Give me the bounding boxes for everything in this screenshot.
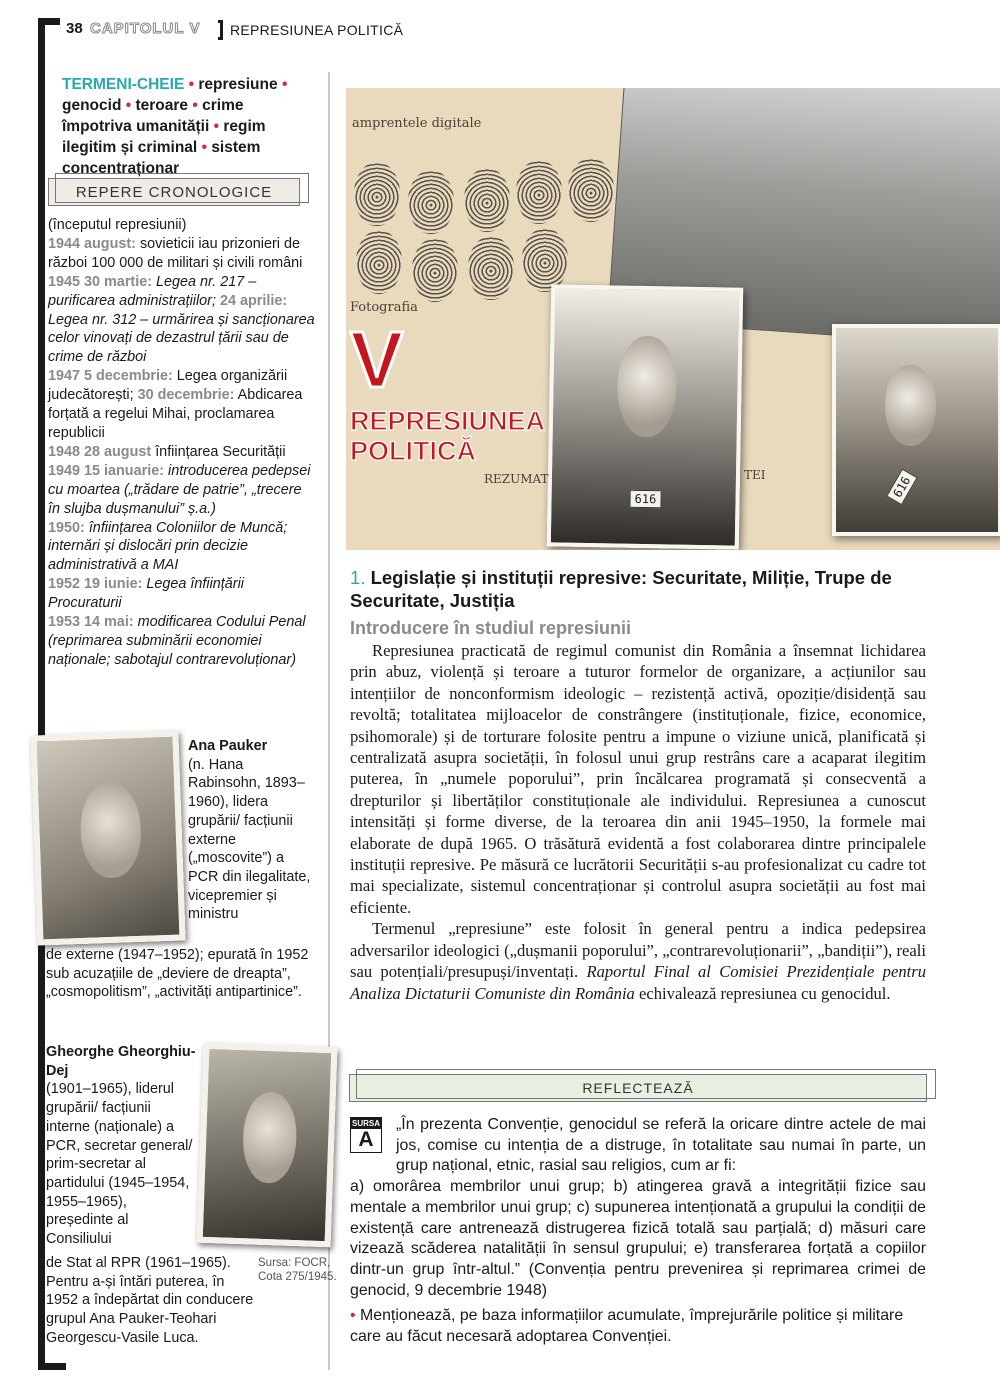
fingerprint	[516, 160, 562, 224]
bullet-icon: •	[350, 1307, 356, 1324]
mugshot-front	[547, 284, 744, 549]
chronology-entry: 1944 august: sovieticii iau prizonieri de război 100 000 de militari și civili români	[48, 235, 303, 271]
chronology-entry: 1947 5 decembrie: Legea organizării judecătorești; 30 decembrie: Abdicarea forțată a regelui Mihai, proclamarea republicii	[48, 368, 303, 441]
term: crime împotriva umanității	[62, 97, 244, 135]
left-border	[38, 40, 45, 1370]
chronology-intro: (începutul represiunii)	[48, 217, 187, 233]
repere-heading: REPERE CRONOLOGICE	[75, 184, 273, 201]
bio-text: (1901–1965), liderul grupării/ facțiunii interne (naționale) a PCR, secretar general/ prim-secretar al partidului (1945–1954, 1955–1965), președinte al Consiliului	[46, 1081, 193, 1248]
source-quote	[350, 1115, 926, 1301]
fingerprint	[464, 168, 510, 232]
section-body	[350, 640, 926, 1004]
term: genocid	[62, 97, 122, 114]
reflect-heading: REFLECTEAZĂ	[582, 1080, 694, 1096]
fingerprint	[412, 238, 458, 302]
header-title: REPRESIUNEA POLITICĂ	[230, 22, 404, 38]
chronology-entry: 1950: înființarea Coloniilor de Muncă; internări și dislocări prin decizie administrativă a MAI	[48, 519, 288, 574]
fingerprint	[468, 236, 514, 300]
chronology	[48, 216, 316, 670]
term: teroare	[135, 97, 189, 114]
key-terms-label: TERMENI-CHEIE	[62, 76, 185, 93]
chronology-entry: 1945 30 martie: Legea nr. 217 – purificarea administrațiilor; 24 aprilie: Legea nr. 312 – urmărirea și sancționarea celor vinovați de dezastrul țării sau de crime de război	[48, 273, 315, 366]
paragraph: Represiunea practicată de regimul comunist din România a însemnat lichidarea prin abuz, violență și teroare a tuturor formelor de organizare, a acțiunilor sau intențiilor de nonconformism ideologic – rezistență activă, opoziție/disidență sau revoltă; totalitatea mijloacelor de constrângere (instituționale, fizice, economice, psihomorale) și de torturare folosite pentru a impune o viziune unică, planificată și centralizată asupra societății, în folosul unui grup restrâns care a acaparat ilegitim puterea, în „numele poporului”, prin încălcarea programată și consecventă a drepturilor și libertăților constituționale ale individului. Represiunea a cunoscut intensități și forme diverse, de la teroarea din anii 1945–1950, la formele mai elaborate de după 1965. O trăsătură evidentă a fost colaborarea dintre principalele instituții represive. Pe măsură ce lucrătorii Securității s-au profesionalizat cu cadre tot mai specializate, sistemul concentraționar și controlul asupra societății au fost mai eficiente.	[350, 641, 926, 917]
doc-label: TEI	[744, 468, 766, 482]
doc-label: amprentele digitale	[352, 116, 482, 131]
bio-name: Gheorghe Gheorghiu-Dej	[46, 1044, 196, 1079]
reflect-heading-box	[349, 1074, 927, 1102]
bio-text: (n. Hana Rabinsohn, 1893–1960), lidera grupării/ facțiunii externe („moscovite”) a PCR din ilegalitate, vicepremier și ministru	[188, 756, 311, 923]
report-title: Raportul Final al Comisiei Prezidențiale pentru Analiza Dictaturii Comuniste din România	[350, 962, 927, 1003]
chapter-letter: V	[350, 315, 404, 404]
fingerprint	[408, 170, 454, 234]
section-title	[350, 566, 990, 612]
header-separator	[218, 20, 223, 40]
doc-label: Fotografia	[350, 300, 418, 315]
photo-source-caption: Sursa: FOCR, Cota 275/1945.	[258, 1257, 337, 1283]
fingerprint	[568, 158, 614, 222]
ana-pauker-bio-continued: de externe (1947–1952); epurată în 1952 sub acuzațiile de „deviere de dreapta”, „cosmopolitism”, „activități antipartinice”.	[46, 947, 309, 1001]
prisoner-tag: 616	[629, 490, 661, 509]
source-badge-label: SURSA	[351, 1119, 380, 1128]
chronology-entry: 1952 19 iunie: Legea înființării Procuraturii	[48, 576, 244, 612]
ana-pauker-bio	[188, 737, 318, 924]
source-badge-letter: A	[358, 1128, 374, 1151]
gheorghiu-dej-portrait	[197, 1043, 338, 1248]
mugshot-profile	[832, 324, 1000, 536]
page-header	[38, 14, 598, 48]
section-subtitle: Introducere în studiul represiunii	[350, 618, 632, 638]
task-text: Menționează, pe baza informațiilor acumulate, împrejurările politice și militare care au făcut necesară adoptarea Convenției.	[350, 1307, 904, 1345]
fingerprint	[522, 228, 568, 292]
term: represiune	[198, 76, 278, 93]
bio-name: Ana Pauker	[188, 738, 268, 754]
ana-pauker-portrait	[30, 730, 185, 945]
chapter-title: REPRESIUNEA POLITICĂ	[350, 406, 545, 466]
gheorghiu-dej-bio-continued: de Stat al RPR (1961–1965). Pentru a-și întări puterea, în 1952 a îndepărtat din conducere grupul Ana Pauker-Teohari Georgescu-Vasile Luca.	[46, 1255, 254, 1346]
term: sistem concentraționar	[62, 139, 261, 177]
prisoner-tag: 616	[886, 469, 917, 505]
fingerprint	[354, 162, 400, 226]
chronology-entry: 1948 28 august înființarea Securității	[48, 443, 286, 460]
section-number: 1.	[350, 567, 366, 588]
section-title-text: Legislație și instituții represive: Securitate, Miliție, Trupe de Securitate, Justiția	[350, 567, 892, 611]
task	[350, 1306, 926, 1347]
page-number: 38	[66, 20, 83, 37]
fingerprint	[356, 230, 402, 294]
chronology-entry: 1949 15 ianuarie: introducerea pedepsei cu moartea („trădare de patrie”, „trecere în slujba dușmanului” ș.a.)	[48, 462, 311, 517]
paragraph: Termenul „represiune” este folosit în general pentru a indica pedepsirea adversarilor ideologici („dușmanii poporului”, „contrarevoluționarii”, „bandiții”), reali sau potențiali/presupuși/inventați. Raportul Final al Comisiei Prezidențiale pentru Analiza Dictaturii Comuniste din România echivalează represiunea cu genocidul.	[350, 919, 927, 1003]
quote-text: „În prezenta Convenție, genocidul se referă la oricare dintre actele de mai jos, comise cu intenția de a distruge, în totalitate sau numai în parte, un grup național, etnic, rasial sau religios, cum ar fi:	[396, 1116, 926, 1175]
quote-text: a) omorârea membrilor unui grup; b) atingerea gravă a integrității fizice sau mentale a membrilor unui grup; c) supunerea intenționată a grupului la condiții de existență care antrenează distrugerea fizică totală sau parțială; d) măsuri care vizează scăderea natalității în sensul grupului; e) transferarea forțată a copiilor dintr-un grup într-altul.” (Convenția pentru prevenirea și reprimarea crimei de genocid, 9 decembrie 1948)	[350, 1178, 926, 1299]
repere-heading-box	[48, 178, 300, 206]
key-terms: TERMENI-CHEIE • represiune • genocid • teroare • crime împotriva umanității • regim ilegitim și criminal • sistem concentraționar	[62, 76, 288, 177]
term: regim ilegitim și criminal	[62, 118, 266, 156]
left-border-foot	[38, 1363, 66, 1370]
chapter-hero-image	[346, 88, 1000, 550]
doc-label: REZUMAT	[484, 472, 549, 486]
chapter-label: CAPITOLUL V	[90, 20, 201, 37]
gheorghiu-dej-bio	[46, 1043, 196, 1249]
chronology-entry: 1953 14 mai: modificarea Codului Penal (reprimarea subminării economiei naționale; sabotajul contrarevoluționar)	[48, 614, 306, 668]
